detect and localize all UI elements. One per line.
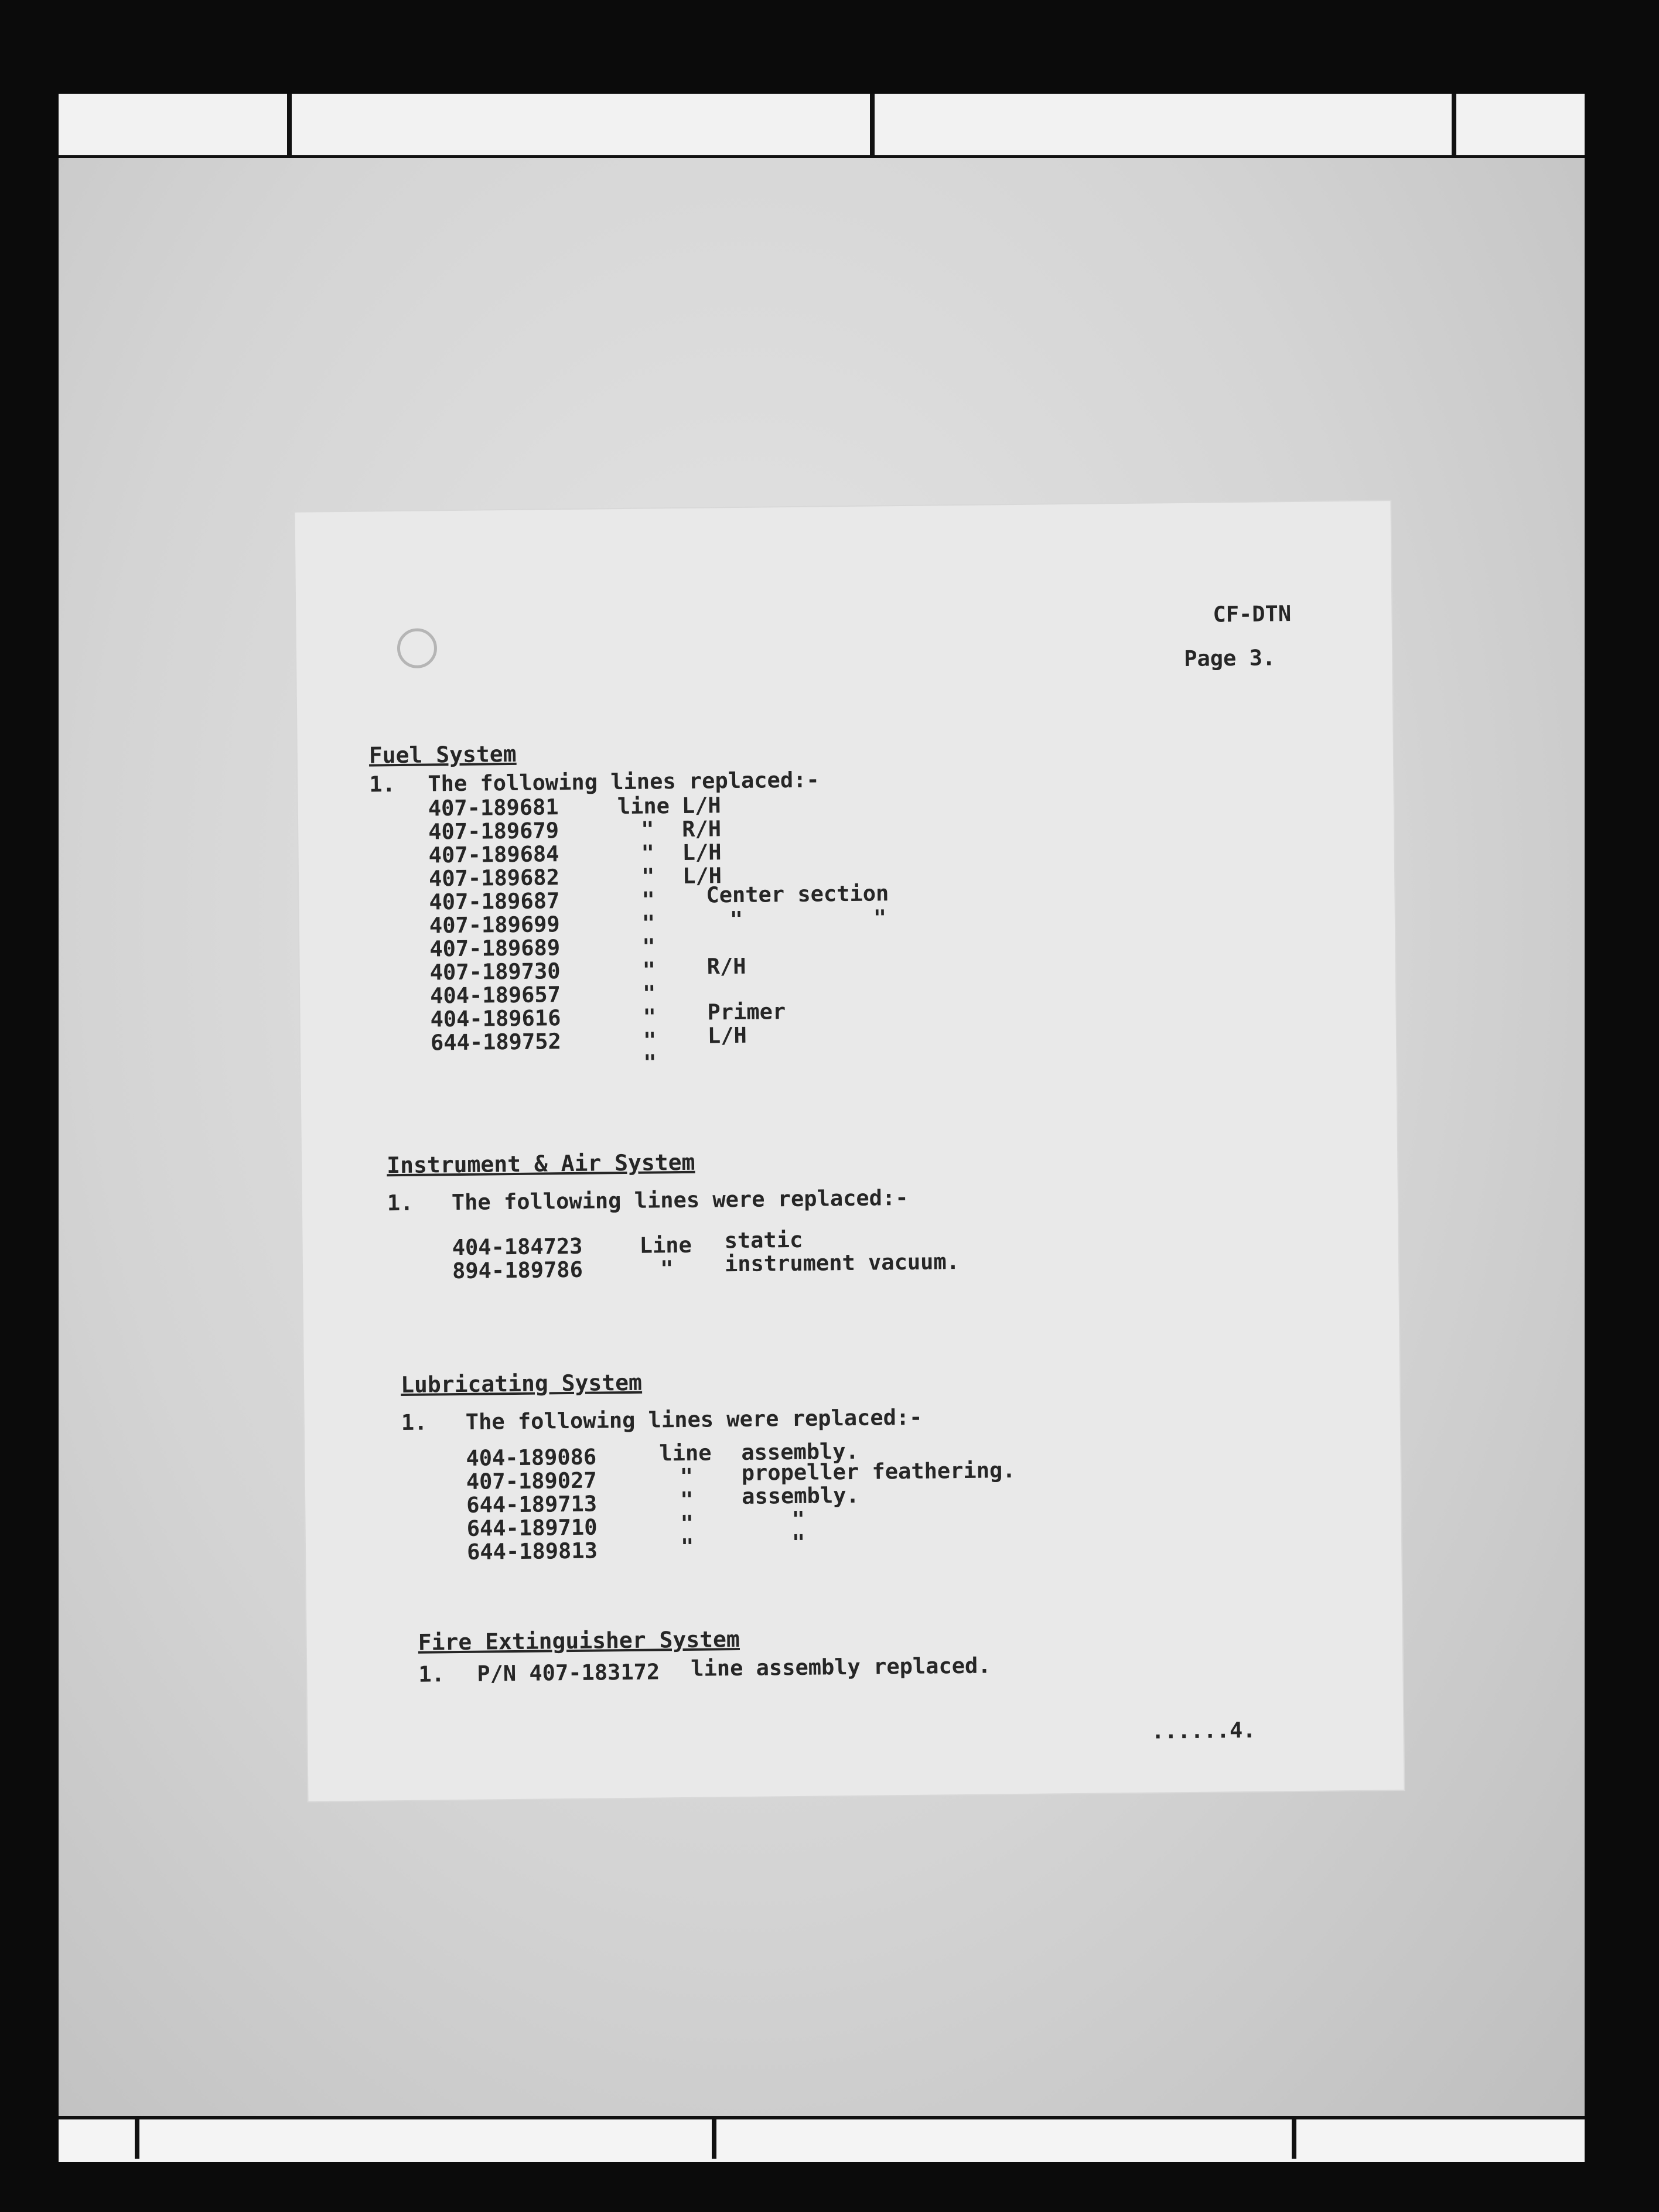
fuel-line-note: " " <box>729 905 887 933</box>
film-border-bottom <box>59 2116 1585 2162</box>
fuel-part-number: 407-189689 <box>429 935 561 962</box>
document-reference: CF-DTN <box>1213 601 1292 627</box>
lubricating-line-type: " <box>680 1510 694 1537</box>
instrument-part-number: 894-189786 <box>452 1257 583 1284</box>
fuel-line-type: " <box>641 840 655 866</box>
lubricating-line-note: assembly. <box>741 1482 859 1509</box>
fuel-line-note: R/H <box>682 816 722 842</box>
page-number: Page 3. <box>1184 645 1276 671</box>
instrument-item-number: 1. <box>387 1190 414 1216</box>
continuation-marker: ......4. <box>1151 1717 1256 1744</box>
fuel-part-number: 407-189679 <box>428 818 559 845</box>
instrument-line-type: " <box>660 1256 674 1282</box>
fuel-line-type: " <box>641 887 655 913</box>
fuel-line-note: L/H <box>681 793 721 818</box>
fuel-ditto-mark: " <box>643 1050 657 1076</box>
lubricating-item-number: 1. <box>401 1409 428 1436</box>
fuel-line-type: " <box>641 863 655 889</box>
fuel-line-type: " <box>643 1004 657 1030</box>
frame-tick <box>870 94 875 155</box>
lubricating-part-number: 644-189713 <box>466 1491 598 1518</box>
punch-hole-mark <box>397 628 438 668</box>
fuel-item-number: 1. <box>369 772 396 797</box>
lubricating-line-type: " <box>680 1487 694 1513</box>
fuel-line-type: " <box>642 981 656 1006</box>
fuel-line-note: L/H <box>707 1022 747 1049</box>
frame-tick <box>135 2116 139 2159</box>
lubricating-part-number: 644-189813 <box>466 1538 598 1565</box>
instrument-part-number: 404-184723 <box>452 1233 583 1261</box>
fuel-line-type: " <box>643 1028 657 1053</box>
lubricating-line-type: " <box>680 1534 694 1560</box>
lubricating-system-heading: Lubricating System <box>400 1369 643 1398</box>
lubricating-part-number: 407-189027 <box>466 1467 597 1494</box>
fuel-part-number: 644-189752 <box>430 1029 562 1056</box>
fuel-part-number: 404-189616 <box>430 1005 561 1032</box>
fuel-part-number: 407-189687 <box>429 888 560 915</box>
fuel-line-type: " <box>642 934 656 960</box>
fuel-part-number: 407-189730 <box>429 958 561 985</box>
lubricating-part-number: 644-189710 <box>466 1514 598 1541</box>
typed-page <box>295 501 1404 1801</box>
fire-line-note: line assembly replaced. <box>691 1653 991 1681</box>
fuel-line-note: L/H <box>682 839 722 865</box>
fuel-line-note: Primer <box>707 999 786 1025</box>
fuel-part-number: 407-189682 <box>428 865 560 892</box>
frame-tick <box>1292 2116 1296 2159</box>
lubricating-line-note: " <box>791 1506 805 1532</box>
fire-item-number: 1. <box>418 1661 445 1687</box>
instrument-line-type: Line <box>639 1232 692 1258</box>
frame-tick <box>287 94 292 155</box>
fire-part-number: P/N 407-183172 <box>477 1659 660 1687</box>
fuel-line-type: " <box>641 910 656 936</box>
instrument-line-note: instrument vacuum. <box>724 1249 960 1277</box>
fuel-part-number: 404-189657 <box>429 982 561 1009</box>
fire-system-heading: Fire Extinguisher System <box>418 1626 740 1655</box>
lubricating-line-note: " <box>791 1530 805 1556</box>
fuel-part-number: 407-189699 <box>429 912 560 938</box>
lubricating-line-type: line <box>659 1440 712 1466</box>
fuel-line-note: R/H <box>706 953 746 979</box>
lubricating-line-type: " <box>680 1463 694 1490</box>
fuel-line-note: L/H <box>682 863 722 889</box>
fuel-line-type: line <box>617 793 670 820</box>
lubricating-line-note: propeller feathering. <box>741 1457 1016 1486</box>
fuel-line-type: " <box>641 817 654 842</box>
instrument-system-heading: Instrument & Air System <box>386 1149 695 1179</box>
fuel-system-heading: Fuel System <box>368 740 517 769</box>
fuel-intro: The following lines replaced:- <box>428 767 820 797</box>
fuel-line-note: Center section <box>706 880 889 908</box>
frame-tick <box>1452 94 1456 155</box>
lubricating-intro: The following lines were replaced:- <box>465 1404 923 1435</box>
fuel-part-number: 407-189681 <box>428 794 559 821</box>
fuel-part-number: 407-189684 <box>428 841 559 868</box>
instrument-intro: The following lines were replaced:- <box>451 1184 909 1216</box>
lubricating-part-number: 404-189086 <box>466 1444 597 1471</box>
fuel-line-type: " <box>642 957 656 983</box>
instrument-line-note: static <box>724 1227 803 1254</box>
lubricating-line-note: assembly. <box>741 1438 859 1465</box>
frame-tick <box>712 2116 716 2159</box>
